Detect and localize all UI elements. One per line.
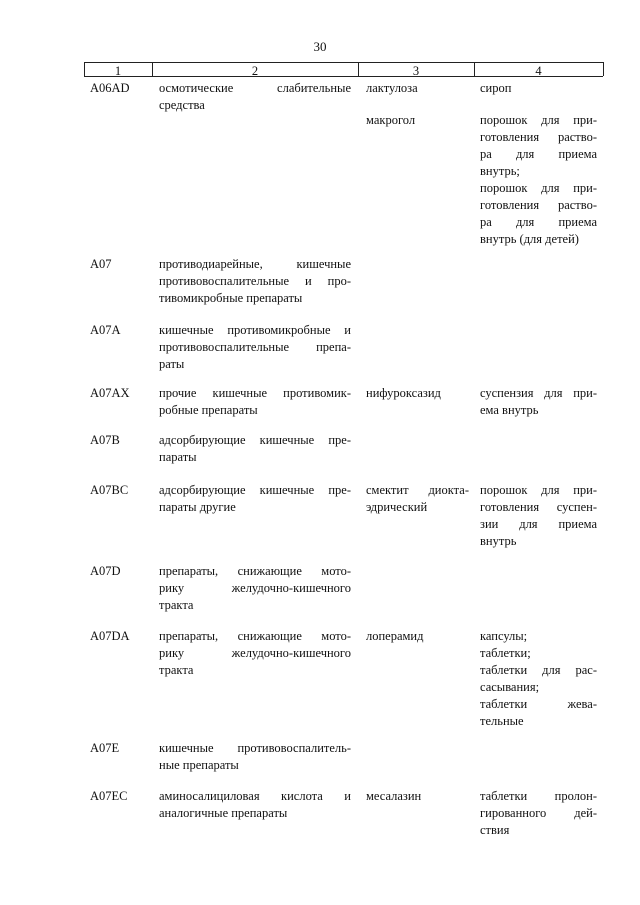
- dosage-form: [480, 112, 597, 248]
- anatomical-group-line: аналогичные препараты: [159, 806, 288, 820]
- dosage-form-line: гированного дей-: [480, 806, 597, 820]
- anatomical-group-line: противовоспалительные и про-: [159, 274, 351, 288]
- anatomical-group-line: тивомикробные препараты: [159, 291, 303, 305]
- drug-name-line: лактулоза: [366, 81, 418, 95]
- dosage-form: [480, 788, 597, 839]
- anatomical-group: [159, 628, 351, 679]
- anatomical-group-line: тракта: [159, 598, 194, 612]
- drug-name: [366, 385, 469, 402]
- dosage-form: [480, 628, 597, 730]
- drug-name: [366, 482, 469, 516]
- atc-code: A07A: [90, 323, 121, 337]
- drug-name: [366, 80, 469, 97]
- dosage-form-line: сироп: [480, 81, 512, 95]
- dosage-form-line: готовления раство-: [480, 130, 597, 144]
- dosage-form: [480, 385, 597, 419]
- anatomical-group: [159, 322, 351, 373]
- page-number: 30: [313, 39, 327, 54]
- anatomical-group-line: параты: [159, 450, 197, 464]
- dosage-form-line: внутрь;: [480, 164, 520, 178]
- anatomical-group-line: препараты, снижающие мото-: [159, 564, 351, 578]
- drug-name-line: нифуроксазид: [366, 386, 441, 400]
- anatomical-group-line: тракта: [159, 663, 194, 677]
- dosage-form-line: порошок для при-: [480, 113, 597, 127]
- anatomical-group-line: раты: [159, 357, 185, 371]
- anatomical-group-line: рику желудочно-кишечного: [159, 646, 351, 660]
- atc-code: A07DA: [90, 629, 130, 643]
- dosage-form: [480, 80, 597, 97]
- dosage-form-line: ра для приема: [480, 215, 597, 229]
- atc-code: A07B: [90, 433, 120, 447]
- drug-name-line: лоперамид: [366, 629, 424, 643]
- atc-code: A07: [90, 257, 112, 271]
- anatomical-group: [159, 256, 351, 307]
- atc-code: A07E: [90, 741, 120, 755]
- anatomical-group-line: аминосалициловая кислота и: [159, 789, 351, 803]
- dosage-form-line: таблетки пролон-: [480, 789, 597, 803]
- anatomical-group-line: параты другие: [159, 500, 236, 514]
- anatomical-group-line: кишечные противомикробные и: [159, 323, 351, 337]
- dosage-form-line: ствия: [480, 823, 510, 837]
- anatomical-group-line: средства: [159, 98, 205, 112]
- atc-code: A07BC: [90, 483, 129, 497]
- anatomical-group-line: препараты, снижающие мото-: [159, 629, 351, 643]
- anatomical-group-line: противовоспалительные препа-: [159, 340, 351, 354]
- dosage-form-line: таблетки;: [480, 646, 531, 660]
- anatomical-group: [159, 432, 351, 466]
- column-header-1: 1: [114, 64, 122, 78]
- drug-name-line: смектит диокта-: [366, 483, 469, 497]
- atc-code: A07AX: [90, 386, 130, 400]
- dosage-form-line: готовления суспен-: [480, 500, 597, 514]
- dosage-form-line: готовления раство-: [480, 198, 597, 212]
- anatomical-group-line: адсорбирующие кишечные пре-: [159, 433, 351, 447]
- anatomical-group: [159, 482, 351, 516]
- anatomical-group: [159, 80, 351, 114]
- dosage-form-line: сасывания;: [480, 680, 540, 694]
- column-header-3: 3: [412, 64, 420, 78]
- drug-name: [366, 788, 469, 805]
- atc-code: A07EC: [90, 789, 128, 803]
- anatomical-group-line: адсорбирующие кишечные пре-: [159, 483, 351, 497]
- atc-code: A07D: [90, 564, 121, 578]
- anatomical-group-line: осмотические слабительные: [159, 81, 351, 95]
- dosage-form-line: таблетки жева-: [480, 697, 597, 711]
- drug-name-line: макрогол: [366, 113, 416, 127]
- anatomical-group-line: робные препараты: [159, 403, 258, 417]
- anatomical-group-line: рику желудочно-кишечного: [159, 581, 351, 595]
- anatomical-group: [159, 563, 351, 614]
- dosage-form-line: зии для приема: [480, 517, 597, 531]
- dosage-form-line: порошок для при-: [480, 483, 597, 497]
- anatomical-group: [159, 788, 351, 822]
- dosage-form-line: порошок для при-: [480, 181, 597, 195]
- dosage-form-line: внутрь (для детей): [480, 232, 579, 246]
- dosage-form-line: внутрь: [480, 534, 517, 548]
- atc-code: A06AD: [90, 81, 130, 95]
- dosage-form-line: ема внутрь: [480, 403, 539, 417]
- dosage-form-line: тельные: [480, 714, 524, 728]
- anatomical-group-line: кишечные противовоспалитель-: [159, 741, 351, 755]
- drug-name-line: месалазин: [366, 789, 422, 803]
- anatomical-group-line: ные препараты: [159, 758, 239, 772]
- dosage-form-line: капсулы;: [480, 629, 528, 643]
- drug-name: [366, 112, 469, 129]
- column-header-4: 4: [535, 64, 542, 78]
- anatomical-group: [159, 385, 351, 419]
- drug-name-line: эдрический: [366, 500, 428, 514]
- anatomical-group-line: противодиарейные, кишечные: [159, 257, 351, 271]
- dosage-form-line: таблетки для рас-: [480, 663, 597, 677]
- anatomical-group: [159, 740, 351, 774]
- drug-name: [366, 628, 469, 645]
- anatomical-group-line: прочие кишечные противомик-: [159, 386, 351, 400]
- column-divider: [603, 62, 604, 76]
- dosage-form-line: ра для приема: [480, 147, 597, 161]
- dosage-form: [480, 482, 597, 550]
- dosage-form-line: суспензия для при-: [480, 386, 597, 400]
- column-header-2: 2: [251, 64, 259, 78]
